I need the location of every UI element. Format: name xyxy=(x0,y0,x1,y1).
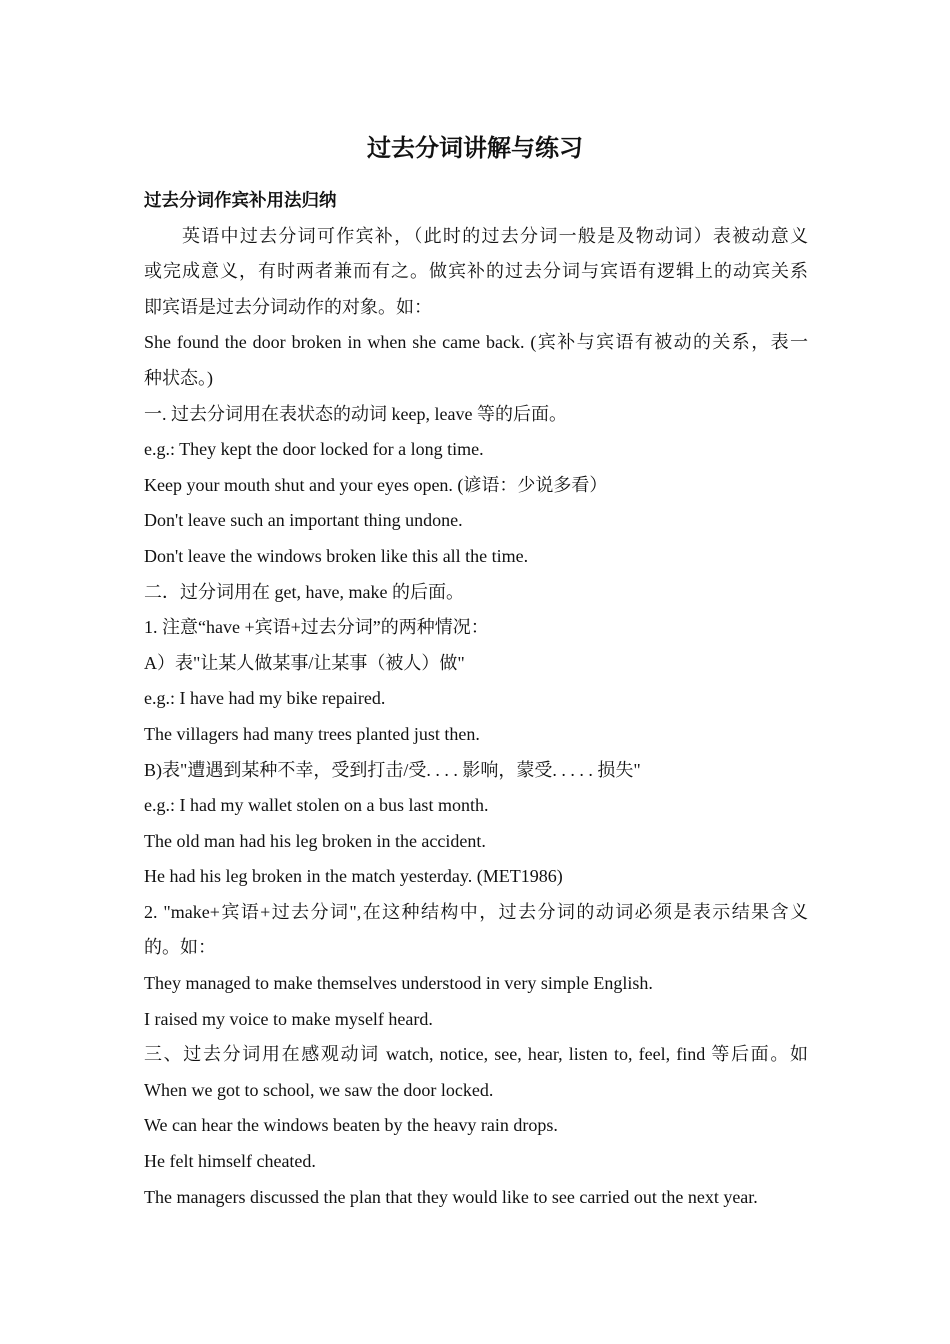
sub-rule: A）表"让某人做某事/让某事（被人）做" xyxy=(144,652,465,673)
example-sentence: e.g.: I had my wallet stolen on a bus last month. xyxy=(144,795,489,816)
example-sentence: The villagers had many trees planted just then. xyxy=(144,723,480,744)
paragraph-line: 或完成意义，有时两者兼而有之。做宾补的过去分词与宾语有逻辑上的动宾关系 xyxy=(144,261,808,282)
sub-rule: 2. "make+宾语+过去分词",在这种结构中，过去分词的动词必须是表示结果含义 xyxy=(144,901,808,922)
example-sentence: The managers discussed the plan that they would like to see carried out the next year. xyxy=(144,1186,758,1207)
example-sentence: I raised my voice to make myself heard. xyxy=(144,1008,433,1029)
document-body xyxy=(144,183,808,1215)
rule-heading: 二．过分词用在 get, have, make 的后面。 xyxy=(144,581,464,602)
sub-rule: B)表"遭遇到某种不幸，受到打击/受. . . . 影响，蒙受. . . . . 损失" xyxy=(144,759,641,780)
example-sentence: She found the door broken in when she came back. (宾补与宾语有被动的关系，表一 xyxy=(144,332,808,353)
example-sentence: Keep your mouth shut and your eyes open. (谚语：少说多看） xyxy=(144,474,608,495)
sub-rule: 1. 注意“have +宾语+过去分词”的两种情况： xyxy=(144,617,489,638)
paragraph-line: 即宾语是过去分词动作的对象。如： xyxy=(144,296,432,317)
example-sentence: e.g.: I have had my bike repaired. xyxy=(144,688,386,709)
page-title: 过去分词讲解与练习 xyxy=(367,136,583,162)
example-sentence: They managed to make themselves understood in very simple English. xyxy=(144,973,653,994)
example-sentence: He had his leg broken in the match yesterday. (MET1986) xyxy=(144,866,563,887)
rule-heading: 一. 过去分词用在表状态的动词 keep, leave 等的后面。 xyxy=(144,403,567,424)
paragraph-line: 英语中过去分词可作宾补，（此时的过去分词一般是及物动词）表被动意义 xyxy=(182,225,808,246)
example-sentence: He felt himself cheated. xyxy=(144,1151,316,1172)
example-sentence: The old man had his leg broken in the accident. xyxy=(144,830,486,851)
rule-heading: 三、过去分词用在感观动词 watch, notice, see, hear, listen to, feel, find 等后面。如 xyxy=(144,1044,808,1065)
example-sentence: When we got to school, we saw the door locked. xyxy=(144,1079,494,1100)
example-sentence: e.g.: They kept the door locked for a long time. xyxy=(144,439,484,460)
example-sentence: Don't leave such an important thing undone. xyxy=(144,510,463,531)
example-sentence: Don't leave the windows broken like this all the time. xyxy=(144,545,529,566)
sub-rule: 的。如： xyxy=(144,937,216,958)
example-sentence: 种状态。) xyxy=(144,367,213,388)
example-sentence: We can hear the windows beaten by the heavy rain drops. xyxy=(144,1115,558,1136)
section-heading: 过去分词作宾补用法归纳 xyxy=(144,190,337,210)
